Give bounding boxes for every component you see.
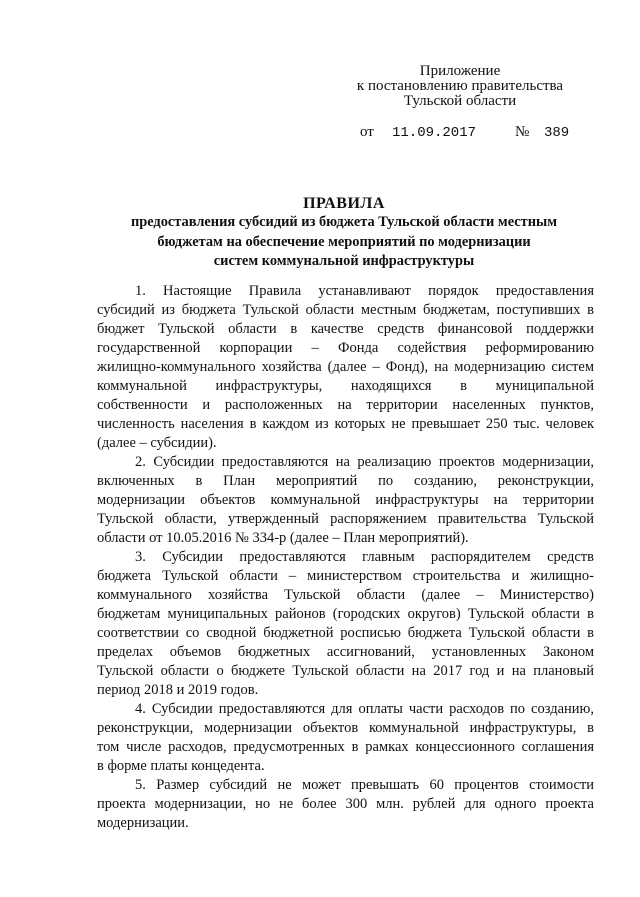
paragraph-line: субсидий из бюджета Тульской области местным бюджетам, поступивших в xyxy=(97,302,594,318)
date-prefix: от xyxy=(360,124,374,140)
paragraph-line: государственной корпорации – Фонда содействия реформированию xyxy=(97,340,594,356)
paragraph-line: реконструкции, модернизации объектов коммунальной инфраструктуры, в xyxy=(97,720,594,736)
paragraph-line: бюджета Тульской области – министерством строительства и жилищно- xyxy=(97,568,594,584)
paragraph-line: проекта модернизации, но не более 300 млн. рублей для одного проекта xyxy=(97,796,594,812)
document-subtitle-line-2: бюджетам на обеспечение мероприятий по модернизации xyxy=(157,233,531,250)
paragraph-line: (далее – субсидии). xyxy=(97,435,217,451)
paragraph-line: соответствии со сводной бюджетной росписью бюджета Тульской области в xyxy=(97,625,594,641)
document-heading xyxy=(96,195,592,272)
paragraph-line: Тульской области, утвержденный распоряжением правительства Тульской xyxy=(97,511,594,527)
paragraph-line: в форме платы концедента. xyxy=(97,758,265,774)
paragraph-line: численность населения в каждом из которых не превышает 250 тыс. человек xyxy=(97,416,594,432)
document-subtitle-line-1: предоставления субсидий из бюджета Тульской области местным xyxy=(130,214,558,230)
paragraph-2 xyxy=(97,453,594,548)
appendix-line-2: к постановлению правительства xyxy=(356,78,564,94)
paragraph-line: коммунальной инфраструктуры, находящихся в муниципальной xyxy=(97,378,594,394)
paragraph-line: бюджет Тульской области в качестве средств финансовой поддержки xyxy=(97,321,594,337)
document-subtitle-line-3: систем коммунальной инфраструктуры xyxy=(213,253,475,269)
paragraph-4 xyxy=(97,700,594,776)
paragraph-line: том числе расходов, предусмотренных в рамках концессионного соглашения xyxy=(97,739,594,755)
number-sign: № xyxy=(515,124,530,140)
paragraph-line: период 2018 и 2019 годов. xyxy=(97,682,259,698)
paragraph-line: включенных в План мероприятий по созданию, реконструкции, xyxy=(97,473,594,489)
appendix-line-3: Тульской области xyxy=(403,93,517,109)
paragraph-3 xyxy=(97,548,594,700)
document-body xyxy=(97,282,594,833)
paragraph-line: пределах объемов бюджетных ассигнований, установленных Законом xyxy=(97,644,594,660)
appendix-line-1: Приложение xyxy=(419,63,501,79)
document-title: ПРАВИЛА xyxy=(303,195,385,212)
resolution-date: 11.09.2017 xyxy=(392,125,477,141)
paragraph-line: Тульской области о бюджете Тульской области на 2017 год и на плановый xyxy=(97,663,594,679)
paragraph-line: 1. Настоящие Правила устанавливают порядок предоставления xyxy=(135,283,594,299)
resolution-number: 389 xyxy=(544,125,570,141)
paragraph-line: 4. Субсидии предоставляются для оплаты части расходов по созданию, xyxy=(135,701,594,717)
paragraph-line: 2. Субсидии предоставляются на реализацию проектов модернизации, xyxy=(135,454,594,470)
paragraph-line: коммунального хозяйства Тульской области (далее – Министерство) xyxy=(97,587,594,603)
paragraph-line: модернизации объектов коммунальной инфраструктуры на территории xyxy=(97,492,594,508)
paragraph-line: собственности и расположенных на территории населенных пунктов, xyxy=(97,397,594,413)
paragraph-line: 3. Субсидии предоставляются главным распорядителем средств xyxy=(135,549,594,565)
paragraph-line: модернизации. xyxy=(97,815,189,831)
resolution-date-line xyxy=(360,124,590,142)
paragraph-1 xyxy=(97,282,594,453)
appendix-header xyxy=(340,64,580,109)
paragraph-line: 5. Размер субсидий не может превышать 60 процентов стоимости xyxy=(135,777,594,793)
paragraph-line: жилищно-коммунального хозяйства (далее – Фонд), на модернизацию систем xyxy=(97,359,594,375)
paragraph-line: бюджетам муниципальных районов (городских округов) Тульской области в xyxy=(97,606,594,622)
paragraph-line: области от 10.05.2016 № 334-р (далее – План мероприятий). xyxy=(97,530,469,546)
paragraph-5 xyxy=(97,776,594,833)
